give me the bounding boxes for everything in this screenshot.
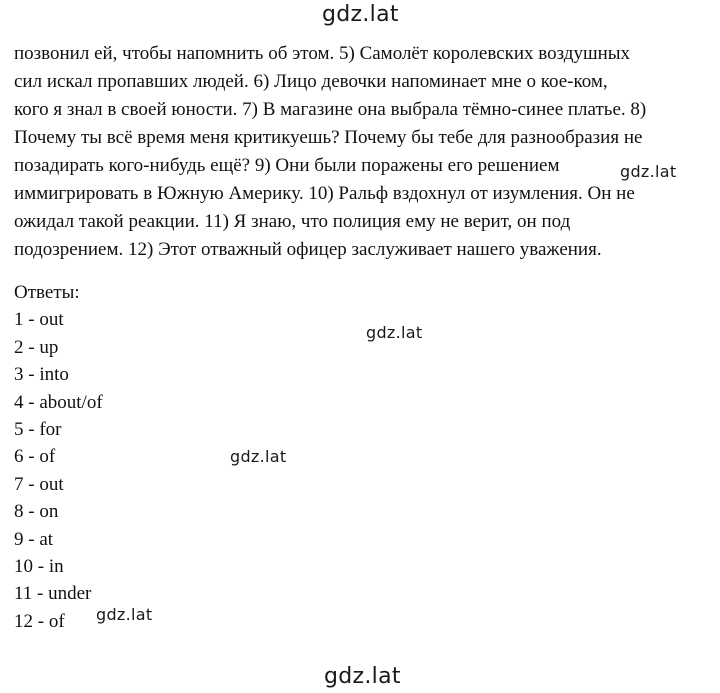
watermark-bottom: gdz.lat — [324, 664, 401, 689]
paragraph-line: позадирать кого-нибудь ещё? 9) Они были поражены его решением — [14, 155, 560, 176]
paragraph-line: ожидал такой реакции. 11) Я знаю, что полиция ему не верит, он под — [14, 211, 571, 232]
paragraph-line: сил искал пропавших людей. 6) Лицо девочки напоминает мне о кое-ком, — [14, 71, 608, 92]
paragraph-line: кого я знал в своей юности. 7) В магазине она выбрала тёмно-синее платье. 8) — [14, 99, 647, 120]
paragraph-line: иммигрировать в Южную Америку. 10) Ральф вздохнул от изумления. Он не — [14, 183, 635, 204]
answers-list — [14, 279, 103, 635]
watermark-inline: gdz.lat — [230, 447, 287, 466]
answer-item: 10 - in — [14, 556, 64, 578]
watermark-inline: gdz.lat — [620, 162, 677, 181]
answer-item: 12 - of — [14, 610, 65, 632]
answers-heading: Ответы: — [14, 282, 80, 303]
answer-item: 7 - out — [14, 473, 64, 495]
translation-paragraph — [14, 40, 714, 264]
paragraph-line: подозрением. 12) Этот отважный офицер заслуживает нашего уважения. — [14, 239, 602, 260]
answer-item: 8 - on — [14, 501, 59, 523]
watermark-inline: gdz.lat — [366, 323, 423, 342]
answer-item: 5 - for — [14, 419, 62, 441]
watermark-inline: gdz.lat — [96, 605, 153, 624]
answer-item: 4 - about/of — [14, 391, 103, 413]
paragraph-line: Почему ты всё время меня критикуешь? Почему бы тебе для разнообразия не — [14, 127, 643, 148]
paragraph-line: позвонил ей, чтобы напомнить об этом. 5) Самолёт королевских воздушных — [14, 43, 631, 64]
answer-item: 11 - under — [14, 583, 92, 605]
answer-item: 6 - of — [14, 446, 56, 468]
answer-item: 1 - out — [14, 309, 64, 331]
answer-item: 3 - into — [14, 364, 69, 386]
answer-item: 9 - at — [14, 528, 54, 550]
watermark-top: gdz.lat — [322, 2, 399, 27]
answer-item: 2 - up — [14, 336, 59, 358]
